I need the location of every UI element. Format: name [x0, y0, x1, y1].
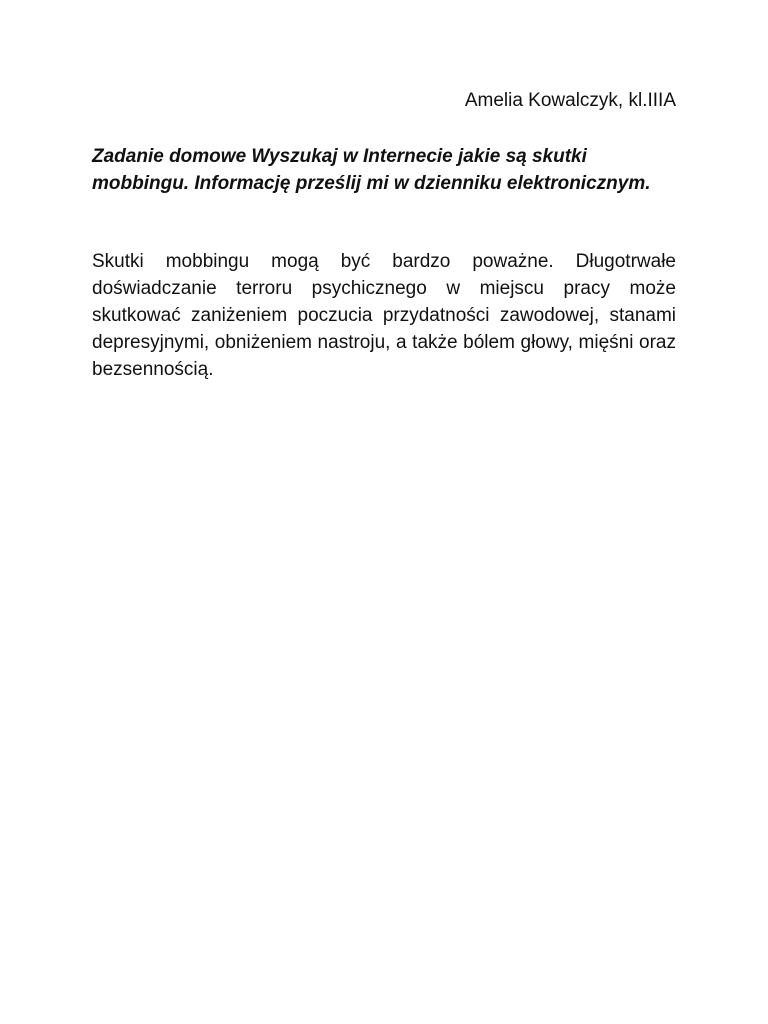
- homework-task: Zadanie domowe Wyszukaj w Internecie jakie są skutki mobbingu. Informację prześlij mi w dzienniku elektronicznym.: [92, 146, 651, 194]
- answer-paragraph: Skutki mobbingu mogą być bardzo poważne. Długotrwałe doświadczanie terroru psychicznego w miejscu pracy może skutkować zaniżeniem poczucia przydatności zawodowej, stanami depresyjnymi, obniżeniem nastroju, a także bólem głowy, mięśni oraz bezsennością.: [92, 251, 676, 380]
- author-line: Amelia Kowalczyk, kl.IIIA: [464, 90, 676, 111]
